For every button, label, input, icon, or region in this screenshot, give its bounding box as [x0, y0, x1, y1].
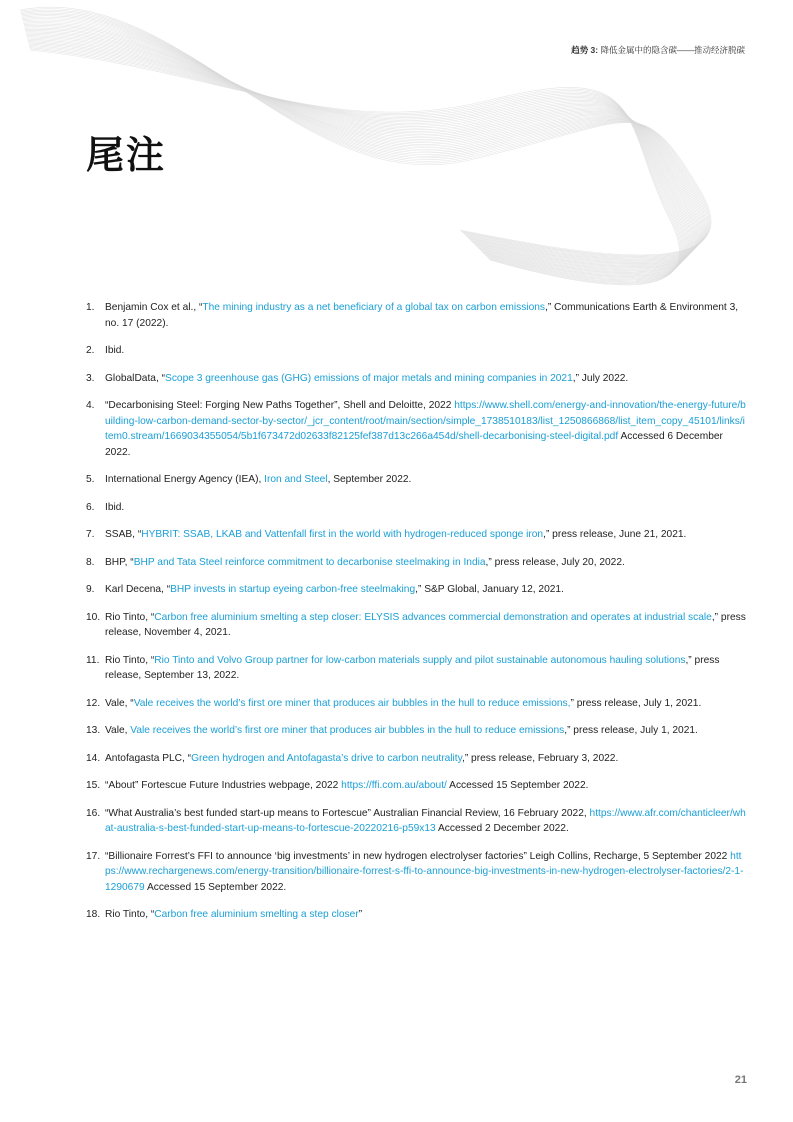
endnote-link[interactable]: https://www.afr.com/chanticleer/what-australia-s-best-funded-start-up-means-to-fortescue-20220216-p59x13 [105, 807, 746, 834]
endnote-text-suffix: ,” press release, September 13, 2022. [105, 654, 720, 681]
endnote-link[interactable]: Carbon free aluminium smelting a step closer: ELYSIS advances commercial demonstration and operates at industrial scale [154, 611, 712, 623]
endnote-item [86, 778, 746, 794]
endnote-item [86, 653, 746, 684]
endnote-item [86, 696, 746, 712]
page-number: 21 [734, 1074, 747, 1086]
endnote-link[interactable]: BHP and Tata Steel reinforce commitment to decarbonise steelmaking in India [133, 556, 486, 568]
endnote-number: 17. [86, 850, 101, 862]
endnote-item [86, 849, 746, 896]
endnote-number: 1. [86, 302, 95, 313]
endnote-link[interactable]: Iron and Steel [264, 474, 328, 485]
endnote-text-suffix: ” [358, 909, 363, 920]
endnote-number: 10. [86, 611, 101, 623]
endnote-number: 6. [86, 501, 95, 513]
endnote-number: 7. [86, 529, 95, 540]
endnote-link[interactable]: Rio Tinto and Volvo Group partner for low-carbon materials supply and pilot sustainable autonomous hauling solutions [154, 654, 686, 666]
endnote-link[interactable]: https://ffi.com.au/about/ [341, 780, 447, 791]
endnote-text: Ibid. [105, 501, 125, 513]
endnote-text: Karl Decena, “ [105, 584, 171, 595]
endnote-text: Vale, “ [105, 697, 134, 709]
endnote-text-suffix: Accessed 6 December 2022. [105, 431, 723, 458]
endnote-link[interactable]: BHP invests in startup eyeing carbon-free steelmaking [170, 584, 416, 595]
endnote-item [86, 610, 746, 641]
endnote-item [86, 371, 746, 387]
running-header [571, 44, 745, 56]
endnote-text-suffix: ,” July 2022. [572, 372, 629, 384]
endnote-number: 9. [86, 584, 95, 595]
endnote-number: 18. [86, 909, 101, 920]
endnote-link[interactable]: HYBRIT: SSAB, LKAB and Vattenfall first in the world with hydrogen-reduced sponge iron [141, 529, 544, 540]
endnote-text: Ibid. [105, 345, 125, 356]
endnote-text: Vale, [105, 725, 131, 736]
endnote-link[interactable]: The mining industry as a net beneficiary of a global tax on carbon emissions [202, 302, 545, 313]
endnote-number: 3. [86, 372, 95, 384]
header-trend-label: 趋势 3: [571, 45, 599, 55]
endnote-text: Rio Tinto, “ [105, 611, 155, 623]
endnote-text: International Energy Agency (IEA), [105, 474, 265, 485]
endnote-text: “Billionaire Forrest’s FFI to announce ‘big investments’ in new hydrogen electrolyser factories” Leigh Collins, Recharge, 5 September 2022 [105, 850, 731, 862]
endnote-text-suffix: ,” press release, July 1, 2021. [564, 725, 698, 736]
endnote-text: Rio Tinto, “ [105, 909, 155, 920]
endnote-item [86, 723, 746, 739]
endnote-text-suffix: ,” S&P Global, January 12, 2021. [415, 584, 564, 595]
endnote-text-suffix: , September 2022. [327, 474, 412, 485]
endnote-number: 15. [86, 780, 101, 791]
endnote-link[interactable]: Vale receives the world’s first ore miner that produces air bubbles in the hull to reduce emissions, [133, 697, 571, 709]
endnote-text: BHP, “ [105, 556, 134, 568]
endnote-number: 11. [86, 654, 100, 666]
page-title: 尾注 [86, 135, 167, 177]
endnote-number: 4. [86, 400, 95, 411]
endnote-link[interactable]: Green hydrogen and Antofagasta’s drive to carbon neutrality [191, 752, 462, 764]
endnote-text-suffix: Accessed 2 December 2022. [435, 823, 569, 834]
endnote-number: 2. [86, 345, 95, 356]
endnote-link[interactable]: Vale receives the world’s first ore miner that produces air bubbles in the hull to reduce emissions [130, 725, 565, 736]
endnote-item [86, 398, 746, 460]
endnote-text: “About” Fortescue Future Industries webpage, 2022 [105, 780, 342, 791]
endnote-number: 12. [86, 697, 101, 709]
endnotes-list [86, 300, 746, 935]
endnote-item [86, 907, 746, 923]
endnote-text: SSAB, “ [105, 529, 142, 540]
endnote-text: GlobalData, “ [105, 372, 166, 384]
endnote-item [86, 751, 746, 767]
endnote-text-suffix: ,” press release, November 4, 2021. [105, 611, 746, 638]
endnote-item [86, 582, 746, 598]
endnote-item [86, 555, 746, 571]
endnote-text-suffix: ,” press release, July 20, 2022. [485, 556, 625, 568]
endnote-item [86, 343, 746, 359]
endnote-item [86, 806, 746, 837]
endnote-number: 8. [86, 556, 95, 568]
endnote-item [86, 472, 746, 488]
endnote-text-suffix: ” press release, July 1, 2021. [570, 697, 702, 709]
endnote-text: “What Australia’s best funded start-up means to Fortescue” Australian Financial Review, 16 February 2022, [105, 807, 590, 819]
endnote-text-suffix: ,” press release, June 21, 2021. [543, 529, 687, 540]
endnote-number: 14. [86, 752, 101, 764]
endnote-item [86, 527, 746, 543]
endnote-link[interactable]: Carbon free aluminium smelting a step closer [154, 909, 359, 920]
endnote-number: 13. [86, 725, 101, 736]
endnote-text-suffix: ,” Communications Earth & Environment 3, no. 17 (2022). [105, 302, 739, 329]
endnote-text: Antofagasta PLC, “ [105, 752, 192, 764]
endnote-text-suffix: ,” press release, February 3, 2022. [461, 752, 619, 764]
endnote-link[interactable]: Scope 3 greenhouse gas (GHG) emissions of major metals and mining companies in 2021 [165, 372, 573, 384]
endnote-text: “Decarbonising Steel: Forging New Paths Together”, Shell and Deloitte, 2022 [105, 400, 455, 411]
endnote-number: 5. [86, 474, 95, 485]
header-trend-title: 降低金属中的隐含碳——推动经济脱碳 [600, 45, 745, 55]
endnote-text-suffix: Accessed 15 September 2022. [446, 780, 589, 791]
endnote-item [86, 500, 746, 516]
endnote-text: Benjamin Cox et al., “ [105, 302, 203, 313]
endnote-link[interactable]: https://www.rechargenews.com/energy-transition/billionaire-forrest-s-ffi-to-announce-big-investments-in-new-hydrogen-electrolyser-factories/2-1-1290679 [105, 850, 744, 893]
endnote-text-suffix: Accessed 15 September 2022. [144, 881, 287, 893]
endnote-item [86, 300, 746, 331]
endnote-link[interactable]: https://www.shell.com/energy-and-innovation/the-energy-future/building-low-carbon-demand-sector-by-sector/_jcr_content/root/main/section/simple_1738510183/list_1250866868/list_item_copy_45101/links/item0.stream/1669034355054/5b1f673472d02633f82125fef387d13c266a454d/shell-decarbonising-steel-digital.pdf [105, 400, 746, 442]
endnote-number: 16. [86, 807, 101, 819]
endnote-text: Rio Tinto, “ [105, 654, 155, 666]
